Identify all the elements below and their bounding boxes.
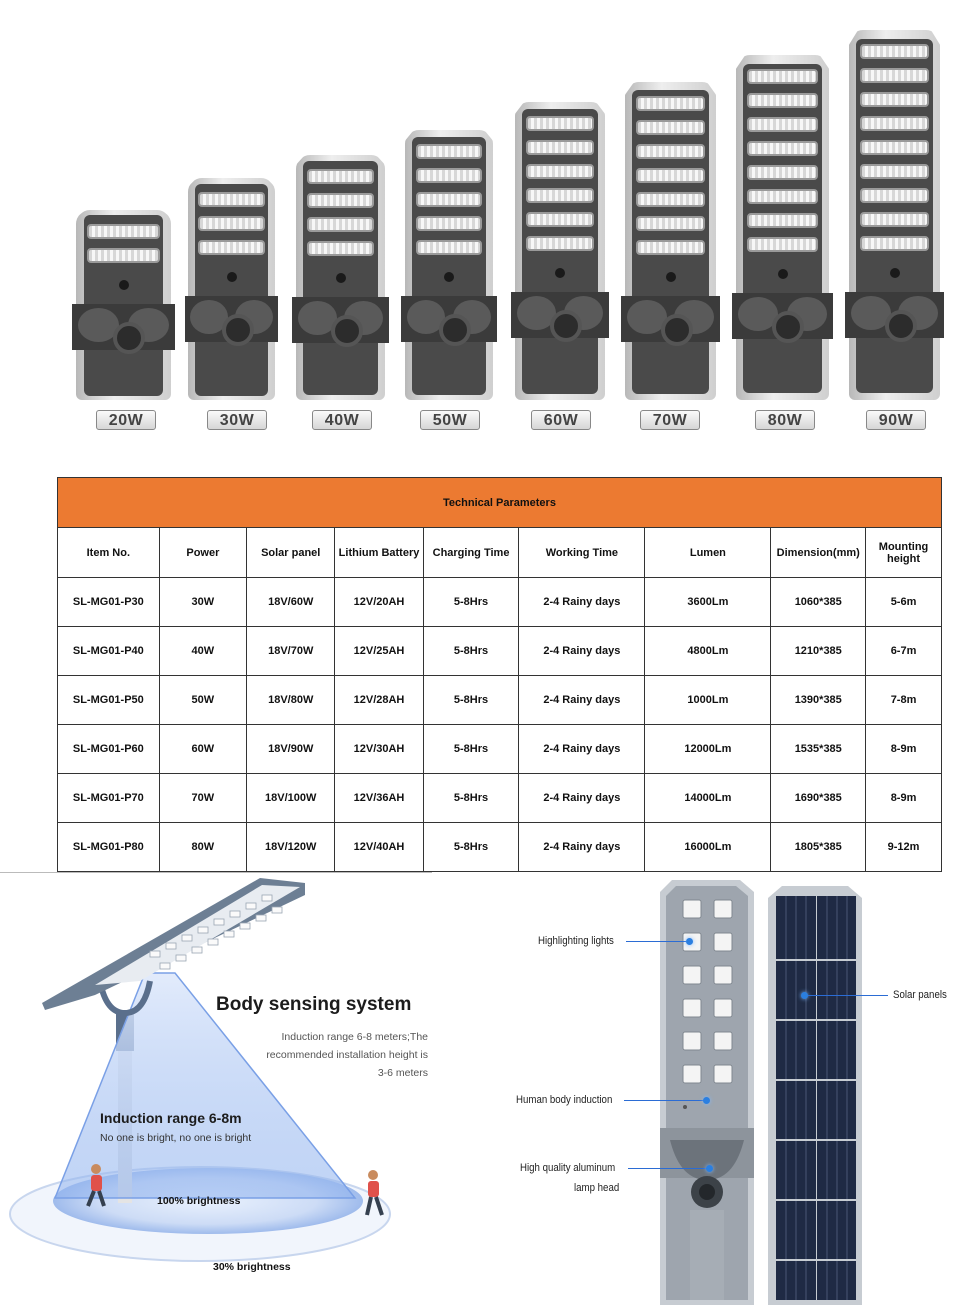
street-lamp	[515, 102, 605, 400]
street-lamp	[296, 155, 385, 400]
led-strip	[307, 217, 375, 232]
wattage-label: 90W	[866, 410, 926, 430]
mounting-bracket	[845, 292, 943, 338]
column-header: Dimension(mm)	[771, 528, 866, 578]
street-lamp	[625, 82, 716, 400]
table-cell: 8-9m	[866, 725, 942, 774]
table-cell: 5-8Hrs	[423, 578, 519, 627]
wattage-label: 60W	[531, 410, 591, 430]
led-strip	[860, 92, 929, 107]
pipe-icon	[113, 322, 145, 354]
table-cell: SL-MG01-P30	[58, 578, 160, 627]
led-strip	[860, 68, 929, 83]
table-cell: SL-MG01-P40	[58, 627, 160, 676]
table-cell: 1390*385	[771, 676, 866, 725]
sensor-icon	[227, 272, 237, 282]
table-row	[58, 823, 942, 872]
table-cell: 1690*385	[771, 774, 866, 823]
led-strip	[860, 116, 929, 131]
callout-solar-panels: Solar panels	[893, 989, 947, 1001]
sensor-icon	[666, 272, 676, 282]
table-row	[58, 627, 942, 676]
wattage-label: 40W	[312, 410, 372, 430]
led-strip	[636, 168, 705, 183]
wattage-label: 50W	[420, 410, 480, 430]
table-cell: 40W	[159, 627, 246, 676]
table-cell: 1000Lm	[645, 676, 771, 725]
table-cell: 1210*385	[771, 627, 866, 676]
sensor-icon	[890, 268, 900, 278]
mounting-bracket	[621, 296, 719, 342]
led-strip	[860, 236, 929, 251]
table-cell: 30W	[159, 578, 246, 627]
led-strip	[636, 144, 705, 159]
column-header: Lithium Battery	[335, 528, 423, 578]
pipe-icon	[885, 310, 917, 342]
led-strip	[747, 141, 818, 156]
callout-dot	[801, 992, 808, 999]
sensor-icon	[336, 273, 346, 283]
led-strip	[526, 116, 594, 131]
mounting-bracket	[292, 297, 388, 343]
table-cell: 5-8Hrs	[423, 725, 519, 774]
table-cell: 2-4 Rainy days	[519, 627, 645, 676]
technical-parameters-table	[57, 477, 942, 872]
table-cell: SL-MG01-P70	[58, 774, 160, 823]
table-cell: 18V/90W	[247, 725, 335, 774]
led-strip	[416, 192, 483, 207]
table-cell: 2-4 Rainy days	[519, 578, 645, 627]
table-cell: 2-4 Rainy days	[519, 774, 645, 823]
low-brightness-label: 30% brightness	[213, 1261, 291, 1273]
wattage-label: 80W	[755, 410, 815, 430]
led-strip	[636, 192, 705, 207]
table-row	[58, 578, 942, 627]
led-strip	[198, 216, 264, 231]
column-header: Item No.	[58, 528, 160, 578]
callout-line	[626, 941, 686, 942]
led-strip	[526, 140, 594, 155]
street-lamp	[736, 55, 829, 400]
table-cell: 1805*385	[771, 823, 866, 872]
led-strip	[636, 120, 705, 135]
table-cell: 18V/100W	[247, 774, 335, 823]
street-lamp	[849, 30, 940, 400]
table-cell: 5-8Hrs	[423, 774, 519, 823]
pipe-icon	[439, 314, 471, 346]
street-lamp	[405, 130, 493, 400]
led-strip	[526, 212, 594, 227]
callout-highlighting-lights: Highlighting lights	[538, 935, 614, 947]
pipe-icon	[331, 315, 363, 347]
callout-line	[628, 1168, 708, 1169]
led-strip	[636, 240, 705, 255]
table-cell: 18V/60W	[247, 578, 335, 627]
body-sensing-illustration	[0, 873, 432, 1312]
table-cell: 12V/30AH	[335, 725, 423, 774]
led-strip	[198, 192, 264, 207]
led-strip	[747, 69, 818, 84]
callout-dot	[686, 938, 693, 945]
led-strip	[307, 169, 375, 184]
led-strip	[860, 164, 929, 179]
led-strip	[416, 168, 483, 183]
lamp-front-back-view	[650, 880, 960, 1312]
led-strip	[860, 188, 929, 203]
body-sensing-description	[232, 1028, 428, 1082]
desc-line: 3-6 meters	[377, 1067, 428, 1079]
callout-lamp-head-line2: lamp head	[574, 1182, 620, 1194]
table-cell: 1535*385	[771, 725, 866, 774]
desc-line: recommended installation height is	[266, 1049, 428, 1061]
led-strip	[747, 213, 818, 228]
led-strip	[526, 164, 594, 179]
sensor-icon	[778, 269, 788, 279]
column-header: Lumen	[645, 528, 771, 578]
led-strip	[307, 241, 375, 256]
table-cell: 5-8Hrs	[423, 627, 519, 676]
table-cell: 1060*385	[771, 578, 866, 627]
led-strip	[198, 240, 264, 255]
table-cell: 3600Lm	[645, 578, 771, 627]
desc-line: Induction range 6-8 meters;The	[281, 1031, 428, 1043]
table-cell: 18V/120W	[247, 823, 335, 872]
led-strip	[87, 248, 159, 263]
sensor-icon	[555, 268, 565, 278]
table-cell: SL-MG01-P80	[58, 823, 160, 872]
led-strip	[747, 189, 818, 204]
column-header: Power	[159, 528, 246, 578]
table-cell: 12000Lm	[645, 725, 771, 774]
table-cell: 5-8Hrs	[423, 823, 519, 872]
table-cell: 80W	[159, 823, 246, 872]
table-cell: SL-MG01-P60	[58, 725, 160, 774]
led-strip	[860, 44, 929, 59]
led-strip	[416, 240, 483, 255]
table-cell: 50W	[159, 676, 246, 725]
column-header: Working Time	[519, 528, 645, 578]
pipe-icon	[222, 314, 254, 346]
table-cell: 7-8m	[866, 676, 942, 725]
table-row	[58, 774, 942, 823]
table-cell: 12V/25AH	[335, 627, 423, 676]
table-cell: 12V/40AH	[335, 823, 423, 872]
led-strip	[636, 96, 705, 111]
table-cell: 70W	[159, 774, 246, 823]
table-cell: 9-12m	[866, 823, 942, 872]
table-cell: 18V/80W	[247, 676, 335, 725]
table-row	[58, 676, 942, 725]
table-cell: 12V/28AH	[335, 676, 423, 725]
led-strip	[860, 212, 929, 227]
led-strip	[416, 216, 483, 231]
induction-range-subtitle: No one is bright, no one is bright	[100, 1132, 252, 1144]
table-cell: 5-6m	[866, 578, 942, 627]
callout-line	[808, 995, 888, 996]
body-sensing-title: Body sensing system	[216, 994, 412, 1015]
table-cell: 2-4 Rainy days	[519, 823, 645, 872]
column-header: Charging Time	[423, 528, 519, 578]
callout-human-body-induction: Human body induction	[516, 1094, 613, 1106]
callout-dot	[706, 1165, 713, 1172]
table-cell: 14000Lm	[645, 774, 771, 823]
led-strip	[747, 117, 818, 132]
table-cell: 8-9m	[866, 774, 942, 823]
wattage-label: 70W	[640, 410, 700, 430]
wattage-label: 30W	[207, 410, 267, 430]
table-cell: 6-7m	[866, 627, 942, 676]
sensor-icon	[444, 272, 454, 282]
led-strip	[526, 236, 594, 251]
street-lamp	[76, 210, 171, 400]
led-strip	[307, 193, 375, 208]
pipe-icon	[772, 311, 804, 343]
table-cell: 16000Lm	[645, 823, 771, 872]
led-strip	[636, 216, 705, 231]
lamp-face	[743, 64, 821, 393]
led-strip	[416, 144, 483, 159]
mounting-bracket	[185, 296, 279, 342]
street-lamp	[188, 178, 275, 400]
mounting-bracket	[401, 296, 496, 342]
induction-range-title: Induction range 6-8m	[100, 1110, 242, 1126]
callout-lamp-head-line1: High quality aluminum	[520, 1162, 616, 1174]
full-brightness-label: 100% brightness	[157, 1195, 241, 1207]
mounting-bracket	[72, 304, 175, 350]
led-strip	[747, 93, 818, 108]
pipe-icon	[661, 314, 693, 346]
table-cell: 2-4 Rainy days	[519, 676, 645, 725]
pipe-icon	[550, 310, 582, 342]
table-title: Technical Parameters	[58, 478, 942, 528]
led-strip	[87, 224, 159, 239]
table-cell: 60W	[159, 725, 246, 774]
table-cell: SL-MG01-P50	[58, 676, 160, 725]
table-cell: 12V/36AH	[335, 774, 423, 823]
wattage-label: 20W	[96, 410, 156, 430]
table-cell: 12V/20AH	[335, 578, 423, 627]
table-cell: 5-8Hrs	[423, 676, 519, 725]
table-row	[58, 725, 942, 774]
column-header: Mounting height	[866, 528, 942, 578]
mounting-bracket	[732, 293, 832, 339]
callout-line	[624, 1100, 706, 1101]
led-strip	[526, 188, 594, 203]
table-cell: 2-4 Rainy days	[519, 725, 645, 774]
mounting-bracket	[511, 292, 608, 338]
led-strip	[860, 140, 929, 155]
callout-dot	[703, 1097, 710, 1104]
led-strip	[747, 165, 818, 180]
table-header-row	[58, 528, 942, 578]
sensor-icon	[119, 280, 129, 290]
table-cell: 4800Lm	[645, 627, 771, 676]
column-header: Solar panel	[247, 528, 335, 578]
table-cell: 18V/70W	[247, 627, 335, 676]
led-strip	[747, 237, 818, 252]
